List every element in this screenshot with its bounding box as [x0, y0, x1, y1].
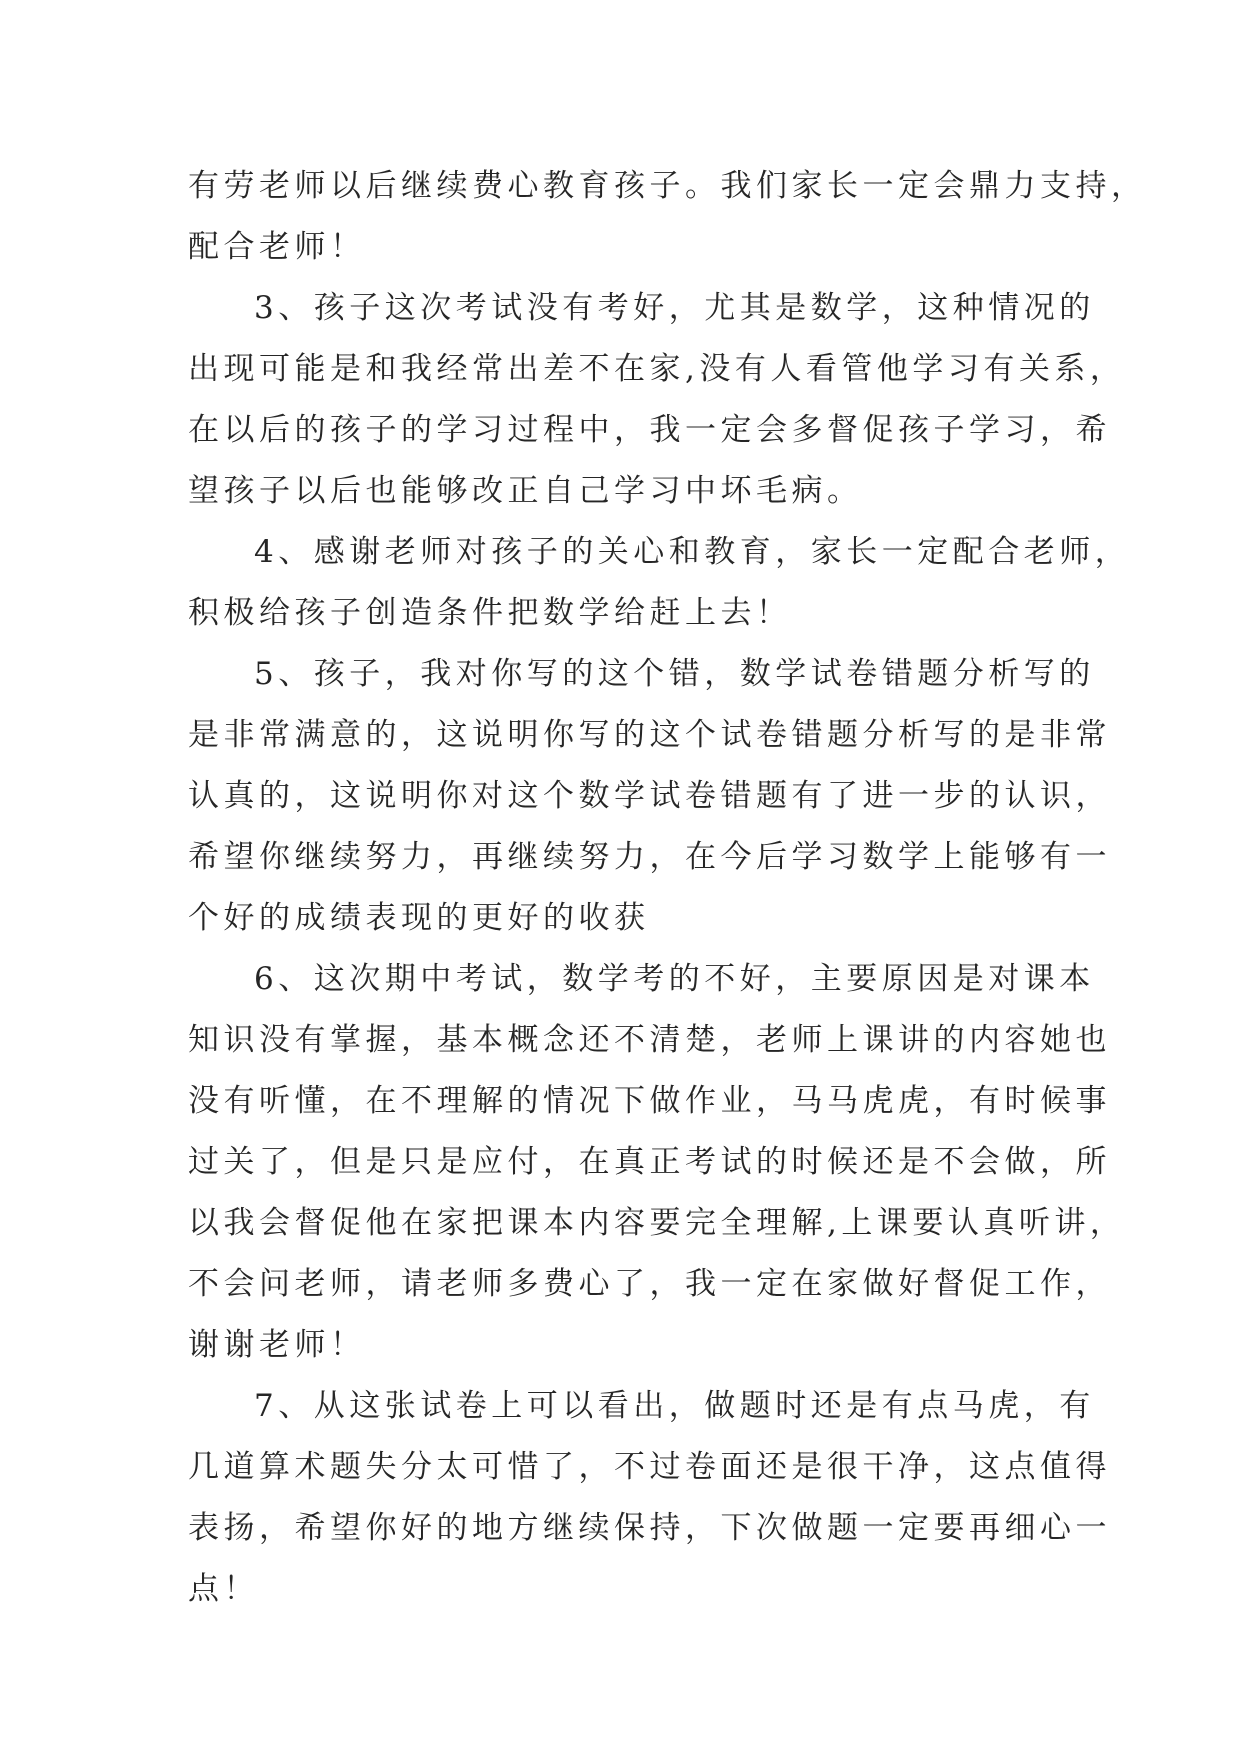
text-line: 点！	[188, 1571, 259, 1607]
paragraph	[188, 652, 1111, 957]
text-line: 是非常满意的，这说明你写的这个试卷错题分析写的是非常	[188, 717, 1111, 753]
text-line: 几道算术题失分太可惜了，不过卷面还是很干净，这点值得	[188, 1449, 1111, 1485]
paragraph	[188, 1384, 1111, 1628]
paragraph	[188, 164, 1147, 286]
text-line: 以我会督促他在家把课本内容要完全理解,上课要认真听讲，	[188, 1205, 1126, 1241]
text-line: 望孩子以后也能够改正自己学习中坏毛病。	[188, 473, 863, 509]
text-line: 3、孩子这次考试没有考好，尤其是数学，这种情况的	[254, 290, 1095, 326]
text-line: 不会问老师，请老师多费心了，我一定在家做好督促工作，	[188, 1266, 1111, 1302]
text-line: 个好的成绩表现的更好的收获	[188, 900, 650, 936]
text-line: 积极给孩子创造条件把数学给赶上去！	[188, 595, 792, 631]
paragraph	[188, 286, 1126, 530]
text-line: 7、从这张试卷上可以看出，做题时还是有点马虎，有	[254, 1388, 1095, 1424]
paragraph	[188, 957, 1126, 1384]
text-line: 6、这次期中考试，数学考的不好，主要原因是对课本	[254, 961, 1095, 997]
text-line: 认真的，这说明你对这个数学试卷错题有了进一步的认识，	[188, 778, 1111, 814]
paragraph	[188, 530, 1131, 652]
text-line: 出现可能是和我经常出差不在家,没有人看管他学习有关系，	[188, 351, 1126, 387]
text-line: 4、感谢老师对孩子的关心和教育，家长一定配合老师，	[254, 534, 1131, 570]
text-line: 没有听懂，在不理解的情况下做作业，马马虎虎，有时候事	[188, 1083, 1111, 1119]
document-body	[188, 164, 1147, 1628]
text-line: 在以后的孩子的学习过程中，我一定会多督促孩子学习，希	[188, 412, 1111, 448]
text-line: 谢谢老师！	[188, 1327, 366, 1363]
text-line: 5、孩子，我对你写的这个错，数学试卷错题分析写的	[254, 656, 1095, 692]
text-line: 希望你继续努力，再继续努力，在今后学习数学上能够有一	[188, 839, 1111, 875]
text-line: 有劳老师以后继续费心教育孩子。我们家长一定会鼎力支持，	[188, 168, 1147, 204]
text-line: 表扬，希望你好的地方继续保持，下次做题一定要再细心一	[188, 1510, 1111, 1546]
text-line: 配合老师！	[188, 229, 366, 265]
text-line: 知识没有掌握，基本概念还不清楚，老师上课讲的内容她也	[188, 1022, 1111, 1058]
text-line: 过关了，但是只是应付，在真正考试的时候还是不会做，所	[188, 1144, 1111, 1180]
